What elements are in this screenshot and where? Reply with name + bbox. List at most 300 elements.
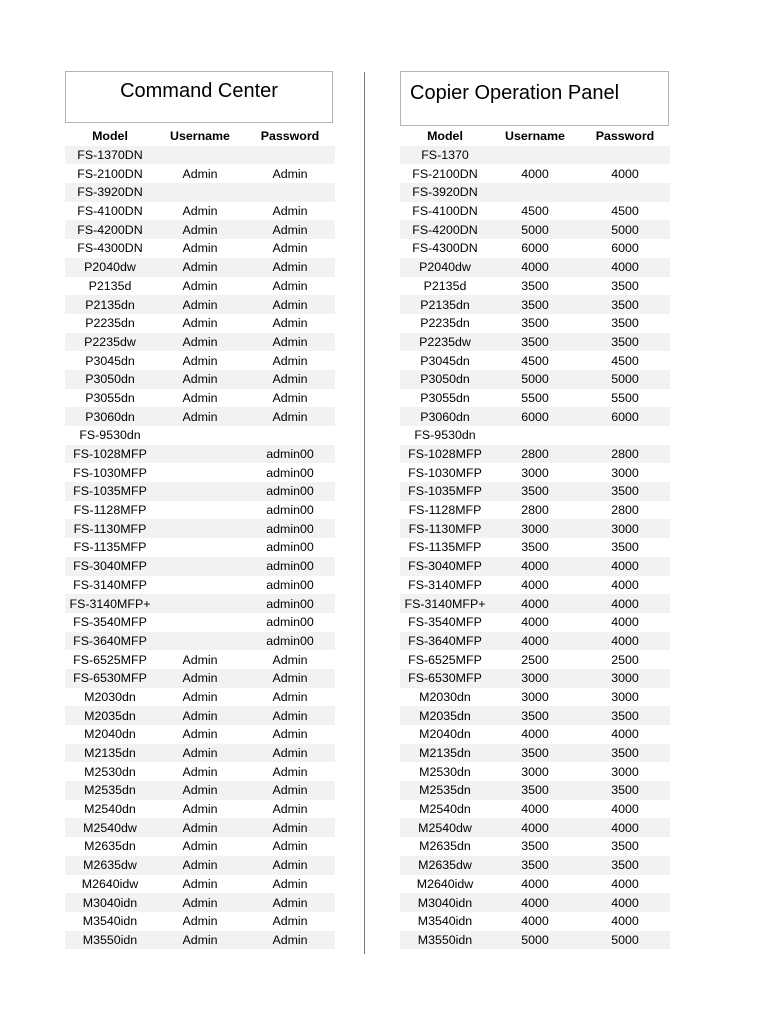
password-cell: 5500 [611,390,639,405]
model-cell: FS-3920DN [65,183,155,202]
password-cell: 3500 [611,839,639,854]
username-cell: 4000 [490,893,580,912]
table-row [65,220,335,239]
password-cell: Admin [272,278,308,293]
password-cell: 4000 [611,615,639,630]
table-row [65,445,335,464]
username-cell: Admin [182,204,218,219]
password-cell: 3500 [580,744,670,763]
password-cell: Admin [245,893,335,912]
model-cell: FS-1030MFP [408,465,482,480]
password-cell: 4000 [611,727,639,742]
model-cell: FS-3920DN [400,183,490,202]
password-cell: 5000 [580,220,670,239]
password-cell: 4000 [611,802,639,817]
table-row [65,762,335,781]
password-cell: admin00 [245,557,335,576]
table-row [65,164,335,183]
copier-panel [400,71,670,949]
username-cell: Admin [182,689,218,704]
password-cell: Admin [245,744,335,763]
model-cell: FS-3040MFP [400,557,490,576]
password-cell: Admin [272,764,308,779]
model-cell: P3045dn [420,353,470,368]
username-cell: Admin [155,669,245,688]
username-cell: Admin [155,258,245,277]
username-cell: Admin [182,764,218,779]
table-header-row [65,127,335,146]
username-cell: 4500 [521,353,549,368]
table-row [65,781,335,800]
username-cell: 4000 [521,615,549,630]
password-cell: 4000 [580,557,670,576]
model-cell: FS-1035MFP [65,482,155,501]
model-cell: M2540dw [400,818,490,837]
username-cell: Admin [182,727,218,742]
password-cell: Admin [272,652,308,667]
table-row [65,239,335,258]
password-cell: admin00 [245,632,335,651]
model-cell: P2235dw [400,333,490,352]
model-cell: FS-1028MFP [400,445,490,464]
password-cell: admin00 [245,519,335,538]
username-cell: Admin [155,818,245,837]
table-row [400,800,670,819]
password-cell: Admin [272,166,308,181]
model-cell: M2640idw [416,876,474,891]
password-cell: 3500 [611,316,639,331]
password-cell: Admin [272,839,308,854]
password-cell: 5000 [580,370,670,389]
table-row [400,426,670,445]
column-header-username: Username [505,129,565,144]
username-cell: Admin [155,781,245,800]
table-row [65,893,335,912]
model-cell: M2635dn [84,839,136,854]
copier-panel-title: Copier Operation Panel [400,71,669,126]
password-cell: 4000 [611,577,639,592]
password-cell: 2800 [580,445,670,464]
username-cell: Admin [155,744,245,763]
username-cell: 3000 [521,465,549,480]
table-row [400,239,670,258]
model-cell: FS-1370 [400,146,490,165]
table-row [400,837,670,856]
table-row [65,146,335,165]
model-cell: P2040dw [65,258,155,277]
table-row [400,202,670,221]
model-cell: P2235dn [420,316,470,331]
username-cell: 2800 [521,503,549,518]
table-row [400,632,670,651]
password-cell: 6000 [611,241,639,256]
model-cell: P3050dn [65,370,155,389]
table-row [65,389,335,408]
password-cell: Admin [272,316,308,331]
password-cell: admin00 [245,594,335,613]
model-cell: M2540dn [419,802,471,817]
password-cell: Admin [272,204,308,219]
table-row [400,931,670,950]
password-cell: Admin [272,802,308,817]
model-cell: M2535dn [400,781,490,800]
table-row [400,183,670,202]
column-header-password: Password [260,129,320,144]
model-cell: M2135dn [65,744,155,763]
table-row [400,669,670,688]
password-cell: 4500 [611,353,639,368]
table-row [400,557,670,576]
model-cell: M2530dn [419,764,471,779]
password-cell: Admin [245,669,335,688]
model-cell: FS-3140MFP [408,577,482,592]
model-cell: P3055dn [85,390,135,405]
table-row [65,688,335,707]
model-cell: M2530dn [84,764,136,779]
password-cell: admin00 [266,503,314,518]
command-center-rows [65,146,335,950]
table-row [65,818,335,837]
model-cell: P2040dw [400,258,490,277]
password-cell: 3500 [580,333,670,352]
model-cell: FS-3140MFP+ [400,594,490,613]
command-center-title: Command Center [65,71,333,123]
username-cell [155,538,245,557]
model-cell: M2040dn [419,727,471,742]
password-cell: 6000 [580,407,670,426]
username-cell: 5000 [490,220,580,239]
username-cell [155,463,245,482]
username-cell: Admin [155,220,245,239]
username-cell: Admin [155,333,245,352]
model-cell: P2235dw [65,333,155,352]
username-cell: 5000 [490,931,580,950]
model-cell: FS-3140MFP [73,577,147,592]
model-cell: FS-2100DN [412,166,478,181]
username-cell: 3000 [521,764,549,779]
table-row [400,688,670,707]
username-cell: Admin [182,353,218,368]
username-cell: 3500 [490,482,580,501]
model-cell: FS-1128MFP [73,503,147,518]
model-cell: P3055dn [420,390,470,405]
model-cell: FS-4100DN [412,204,478,219]
table-row [400,744,670,763]
column-header-model: Model [427,129,463,144]
password-cell: 3500 [580,856,670,875]
username-cell [155,146,245,165]
table-row [65,650,335,669]
password-cell: 3000 [611,465,639,480]
table-row [400,594,670,613]
column-header-username: Username [170,129,230,144]
table-row [400,706,670,725]
model-cell: FS-4200DN [400,220,490,239]
username-cell [490,426,580,445]
model-cell: FS-6530MFP [65,669,155,688]
model-cell: P3060dn [65,407,155,426]
password-cell: 4000 [580,632,670,651]
password-cell [580,426,670,445]
table-row [65,183,335,202]
model-cell: FS-4300DN [412,241,478,256]
username-cell: Admin [182,652,218,667]
password-cell: 3500 [580,482,670,501]
username-cell [155,613,245,632]
password-cell: Admin [272,390,308,405]
password-cell: Admin [245,407,335,426]
username-cell: 4000 [490,258,580,277]
username-cell: 4000 [490,594,580,613]
table-row [65,277,335,296]
username-cell: Admin [182,241,218,256]
password-cell: Admin [272,241,308,256]
username-cell: 3000 [490,519,580,538]
username-cell: Admin [182,316,218,331]
table-row [65,912,335,931]
table-row [65,706,335,725]
model-cell: P2135d [423,278,467,293]
table-row [400,912,670,931]
model-cell: M3550idn [400,931,490,950]
username-cell: 3500 [490,781,580,800]
table-row [400,576,670,595]
password-cell: Admin [245,818,335,837]
model-cell: M2540dw [65,818,155,837]
password-cell: admin00 [266,577,314,592]
password-cell: 2800 [611,503,639,518]
copier-panel-table [400,127,670,949]
password-cell: 4000 [580,594,670,613]
username-cell: 3000 [521,689,549,704]
password-cell: 3000 [580,519,670,538]
table-row [65,370,335,389]
username-cell: 6000 [490,407,580,426]
username-cell: 4000 [521,876,549,891]
model-cell: FS-9530dn [79,428,141,443]
username-cell [155,183,245,202]
username-cell: 4000 [521,914,549,929]
model-cell: M2635dw [400,856,490,875]
username-cell [155,576,245,595]
table-row [65,744,335,763]
password-cell: 4000 [580,258,670,277]
username-cell [155,445,245,464]
table-row [65,576,335,595]
table-row [400,538,670,557]
table-row [65,856,335,875]
table-row [65,426,335,445]
username-cell [490,183,580,202]
password-cell: 3500 [611,278,639,293]
username-cell [155,519,245,538]
password-cell: admin00 [245,445,335,464]
table-row [65,669,335,688]
table-row [400,314,670,333]
table-row [400,351,670,370]
table-row [65,538,335,557]
table-row [400,463,670,482]
username-cell: 4000 [521,577,549,592]
username-cell: 5000 [490,370,580,389]
password-cell: admin00 [266,465,314,480]
password-cell: 4000 [580,818,670,837]
password-cell: 5000 [580,931,670,950]
table-row [65,463,335,482]
username-cell: 4000 [521,166,549,181]
model-cell: FS-2100DN [77,166,143,181]
password-cell: 4000 [580,893,670,912]
table-row [400,295,670,314]
username-cell: Admin [155,856,245,875]
model-cell: P3050dn [400,370,490,389]
model-cell: FS-1135MFP [408,540,482,555]
password-cell: Admin [245,370,335,389]
username-cell: 4500 [521,204,549,219]
password-cell: Admin [245,781,335,800]
username-cell: Admin [155,370,245,389]
table-row [65,407,335,426]
table-row [65,800,335,819]
password-cell: Admin [272,914,308,929]
table-row [400,370,670,389]
username-cell: Admin [182,390,218,405]
username-cell: Admin [182,802,218,817]
password-cell: Admin [272,876,308,891]
model-cell: FS-6525MFP [73,652,147,667]
password-cell: 3500 [611,540,639,555]
model-cell: P2235dn [85,316,135,331]
username-cell: 3500 [521,839,549,854]
model-cell: FS-1130MFP [65,519,155,538]
model-cell: FS-1035MFP [400,482,490,501]
username-cell: Admin [182,876,218,891]
table-row [400,519,670,538]
password-cell: 3500 [580,781,670,800]
table-row [400,781,670,800]
model-cell: M2035dn [400,706,490,725]
copier-panel-rows [400,146,670,950]
model-cell: FS-1130MFP [400,519,490,538]
table-row [65,931,335,950]
model-cell: M2535dn [65,781,155,800]
table-row [400,277,670,296]
table-row [65,295,335,314]
model-cell: FS-3540MFP [73,615,147,630]
table-row [400,482,670,501]
password-cell: Admin [245,931,335,950]
model-cell: FS-3140MFP+ [65,594,155,613]
model-cell: FS-1030MFP [73,465,147,480]
model-cell: FS-3640MFP [65,632,155,651]
model-cell: M3040idn [65,893,155,912]
table-row [400,220,670,239]
username-cell [155,594,245,613]
username-cell: 4000 [490,818,580,837]
command-center-panel [65,71,335,949]
table-row [400,762,670,781]
model-cell: FS-1370DN [65,146,155,165]
model-cell: M2035dn [65,706,155,725]
table-row [65,351,335,370]
command-center-table [65,127,335,949]
username-cell: Admin [155,407,245,426]
username-cell: 3000 [490,669,580,688]
model-cell: M3540idn [417,914,473,929]
model-cell: FS-4300DN [77,241,143,256]
table-row [400,613,670,632]
table-row [65,482,335,501]
table-row [65,258,335,277]
password-cell: 3500 [580,295,670,314]
username-cell: Admin [155,893,245,912]
username-cell: Admin [182,839,218,854]
username-cell: 4000 [490,632,580,651]
username-cell: 4000 [521,802,549,817]
model-cell: M3540idn [82,914,138,929]
table-row [65,594,335,613]
model-cell: FS-3540MFP [408,615,482,630]
model-cell: P2135d [88,278,132,293]
model-cell: FS-4100DN [77,204,143,219]
password-cell: 4000 [611,914,639,929]
password-cell: admin00 [245,482,335,501]
username-cell: 3500 [521,316,549,331]
username-cell [155,501,245,520]
username-cell: 4000 [521,727,549,742]
username-cell: Admin [182,166,218,181]
password-cell: Admin [272,689,308,704]
password-cell: Admin [272,353,308,368]
model-cell: M2135dn [400,744,490,763]
username-cell: 3500 [521,540,549,555]
password-cell [245,183,335,202]
username-cell [155,557,245,576]
password-cell: 2500 [611,652,639,667]
username-cell [490,146,580,165]
model-cell: M2540dn [84,802,136,817]
username-cell: 2800 [490,445,580,464]
table-header-row [400,127,670,146]
table-row [400,445,670,464]
table-row [65,725,335,744]
table-row [400,146,670,165]
table-row [400,389,670,408]
password-cell [580,183,670,202]
table-row [400,856,670,875]
username-cell: 6000 [521,241,549,256]
table-row [65,501,335,520]
model-cell: P3060dn [400,407,490,426]
table-row [400,875,670,894]
password-cell: admin00 [266,615,314,630]
password-cell: Admin [245,333,335,352]
model-cell: FS-4200DN [65,220,155,239]
model-cell: M2635dn [419,839,471,854]
table-row [400,164,670,183]
table-row [400,333,670,352]
table-row [400,258,670,277]
model-cell: M2635dw [65,856,155,875]
username-cell: 3500 [490,295,580,314]
model-cell: P2135dn [65,295,155,314]
table-row [400,725,670,744]
password-cell: 4000 [611,876,639,891]
model-cell: FS-9530dn [414,428,476,443]
username-cell: 3500 [521,278,549,293]
username-cell: Admin [155,295,245,314]
password-cell: Admin [272,727,308,742]
